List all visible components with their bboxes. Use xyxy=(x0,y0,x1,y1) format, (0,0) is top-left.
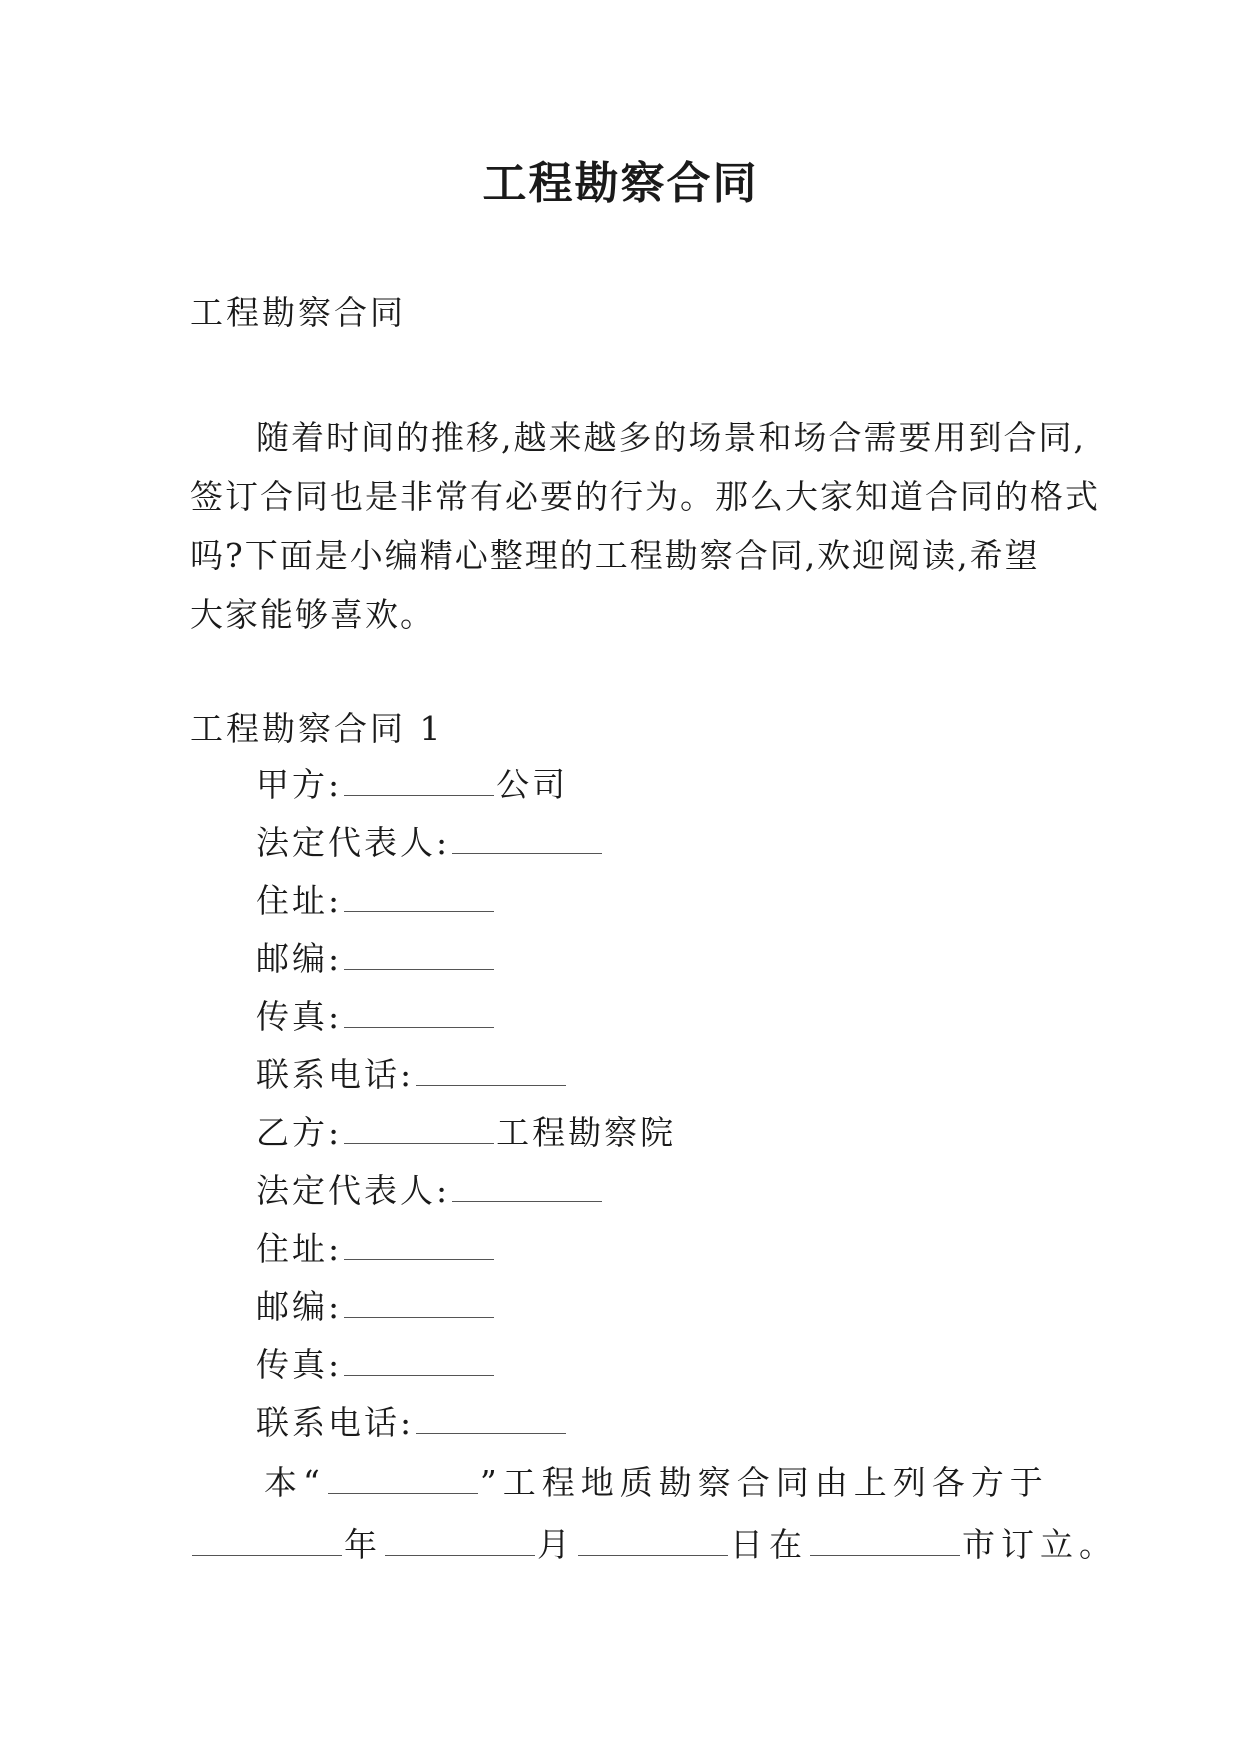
party-b-postcode-field xyxy=(256,1282,1056,1340)
party-a-address-field xyxy=(256,876,1056,934)
postcode-blank xyxy=(344,939,494,970)
field-label: 联系电话: xyxy=(256,1403,415,1442)
party-b-phone-field xyxy=(256,1398,1056,1456)
field-label: 法定代表人: xyxy=(256,1171,451,1210)
party-a-legal-rep-field xyxy=(256,818,1056,876)
day-label: 日在 xyxy=(730,1525,808,1564)
party-a-suffix: 公司 xyxy=(496,765,569,804)
party-a-name-blank xyxy=(344,765,494,796)
field-label: 传真: xyxy=(256,997,343,1036)
party-b-suffix: 工程勘察院 xyxy=(496,1113,677,1152)
party-b-fax-field xyxy=(256,1340,1056,1398)
document-subtitle: 工程勘察合同 xyxy=(190,293,406,332)
city-label: 市订立。 xyxy=(962,1525,1118,1564)
party-a-label: 甲方: xyxy=(256,765,343,804)
document-title: 工程勘察合同 xyxy=(482,158,759,209)
day-blank xyxy=(578,1525,728,1556)
fax-blank xyxy=(344,997,494,1028)
field-label: 法定代表人: xyxy=(256,823,451,862)
legal-rep-blank xyxy=(452,823,602,854)
closing-text: ”工程地质勘察合同由上列各方于 xyxy=(479,1463,1049,1502)
section-heading: 工程勘察合同 1 xyxy=(190,709,444,748)
city-blank xyxy=(810,1525,960,1556)
closing-line xyxy=(190,1514,1118,1576)
intro-paragraph xyxy=(190,408,1100,644)
postcode-blank xyxy=(344,1287,494,1318)
party-a-name-field xyxy=(256,760,1056,818)
closing-paragraph xyxy=(190,1452,1118,1576)
closing-line xyxy=(190,1452,1070,1514)
field-label: 邮编: xyxy=(256,1287,343,1326)
intro-line: 吗?下面是小编精心整理的工程勘察合同,欢迎阅读,希望 xyxy=(190,536,1040,575)
field-label: 邮编: xyxy=(256,939,343,978)
party-fields xyxy=(256,760,1056,1456)
field-label: 联系电话: xyxy=(256,1055,415,1094)
party-b-legal-rep-field xyxy=(256,1166,1056,1224)
address-blank xyxy=(344,1229,494,1260)
phone-blank xyxy=(416,1403,566,1434)
closing-text: 本“ xyxy=(264,1463,326,1502)
party-a-phone-field xyxy=(256,1050,1056,1108)
address-blank xyxy=(344,881,494,912)
project-name-blank xyxy=(328,1463,478,1494)
month-blank xyxy=(385,1525,535,1556)
field-label: 住址: xyxy=(256,1229,343,1268)
intro-line: 签订合同也是非常有必要的行为。那么大家知道合同的格式 xyxy=(190,477,1100,516)
month-label: 月 xyxy=(537,1525,576,1564)
intro-line: 随着时间的推移,越来越多的场景和场合需要用到合同, xyxy=(256,418,1086,457)
party-b-name-field xyxy=(256,1108,1056,1166)
field-label: 传真: xyxy=(256,1345,343,1384)
field-label: 住址: xyxy=(256,881,343,920)
fax-blank xyxy=(344,1345,494,1376)
party-a-postcode-field xyxy=(256,934,1056,992)
legal-rep-blank xyxy=(452,1171,602,1202)
year-blank xyxy=(192,1525,342,1556)
party-a-fax-field xyxy=(256,992,1056,1050)
intro-line: 大家能够喜欢。 xyxy=(190,595,435,634)
party-b-label: 乙方: xyxy=(256,1113,343,1152)
party-b-name-blank xyxy=(344,1113,494,1144)
year-label: 年 xyxy=(344,1525,383,1564)
phone-blank xyxy=(416,1055,566,1086)
party-b-address-field xyxy=(256,1224,1056,1282)
